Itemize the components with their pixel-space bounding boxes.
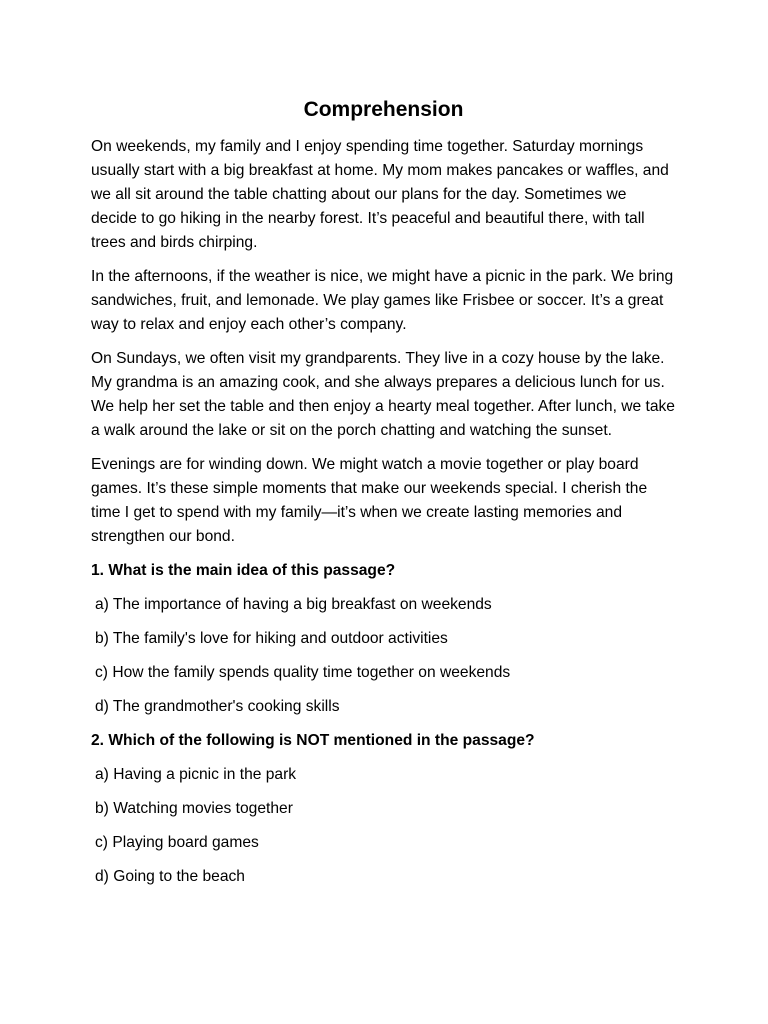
passage-paragraph-4: Evenings are for winding down. We might watch a movie together or play board games. It’s these simple moments that make our weekends special. I cherish the time I get to spend with my family—it’s when we create lasting memories and strengthen our bond. xyxy=(91,456,648,545)
page-title: Comprehension xyxy=(303,98,464,121)
question-2-options xyxy=(91,763,676,889)
passage-paragraph-3: On Sundays, we often visit my grandparents. They live in a cozy house by the lake. My grandma is an amazing cook, and she always prepares a delicious lunch for us. We help her set the table and then enjoy a hearty meal together. After lunch, we take a walk around the lake or sit on the porch chatting and watching the sunset. xyxy=(91,350,675,439)
question-1-option-c: c) How the family spends quality time together on weekends xyxy=(95,664,511,681)
question-1-options xyxy=(91,593,676,719)
question-2-option-c: c) Playing board games xyxy=(95,834,259,851)
question-1-option-a: a) The importance of having a big breakfast on weekends xyxy=(95,596,492,613)
question-2-option-b: b) Watching movies together xyxy=(95,800,293,817)
passage-paragraph-1: On weekends, my family and I enjoy spending time together. Saturday mornings usually start with a big breakfast at home. My mom makes pancakes or waffles, and we all sit around the table chatting about our plans for the day. Sometimes we decide to go hiking in the nearby forest. It’s peaceful and beautiful there, with tall trees and birds chirping. xyxy=(91,138,669,251)
question-2-text: 2. Which of the following is NOT mentioned in the passage? xyxy=(91,732,535,749)
question-2 xyxy=(91,729,676,889)
question-1 xyxy=(91,559,676,719)
passage-paragraph-2: In the afternoons, if the weather is nice, we might have a picnic in the park. We bring sandwiches, fruit, and lemonade. We play games like Frisbee or soccer. It’s a great way to relax and enjoy each other’s company. xyxy=(91,268,674,333)
question-2-option-a: a) Having a picnic in the park xyxy=(95,766,297,783)
question-1-option-b: b) The family's love for hiking and outdoor activities xyxy=(95,630,448,647)
question-2-option-d: d) Going to the beach xyxy=(95,868,245,885)
question-1-option-d: d) The grandmother's cooking skills xyxy=(95,698,340,715)
question-1-text: 1. What is the main idea of this passage? xyxy=(91,562,396,579)
